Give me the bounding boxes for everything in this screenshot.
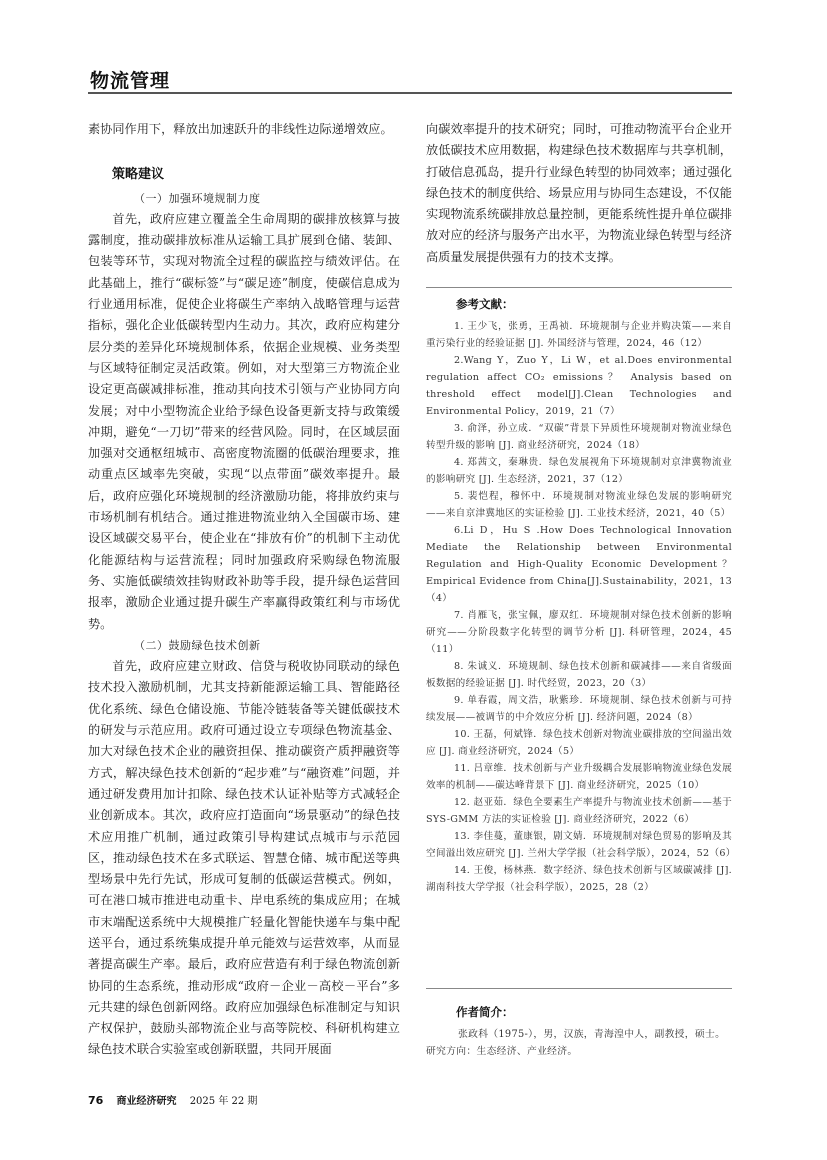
reference-item: 13. 李佳蔓，董康银，剧文婧．环境规制对绿色贸易的影响及其空间溢出效应研究 [J]. 兰州大学学报（社会科学版），2024，52（6） [426,831,736,859]
reference-item: 12. 赵亚茹．绿色全要素生产率提升与物流业技术创新——基于 SYS-GMM 方法的实证检验 [J]. 商业经济研究，2022（6） [426,797,732,825]
journal-name: 商业经济研究 [116,1096,177,1107]
right-column [426,119,732,268]
author-text: 张政科（1975-），男，汉族，青海湟中人，副教授，硕士。研究方向：生态经济、产业经济。 [426,1029,726,1057]
reference-item: 10. 王磊，何斌锋．绿色技术创新对物流业碳排放的空间溢出效应 [J]. 商业经济研究，2024（5） [426,729,732,757]
author-box [426,996,732,1060]
reference-item: 1. 王少飞，张勇，王禹祯．环境规制与企业并购决策——来自重污染行业的经验证据 [J]. 外国经济与管理，2024，46（12） [426,321,732,349]
reference-item: 4. 郑茜文，秦琳贵．绿色发展视角下环境规制对京津冀物流业的影响研究 [J]. 生态经济，2021，37（12） [426,457,732,485]
intro-paragraph: 素协同作用下，释放出加速跃升的非线性边际递增效应。 [88,122,393,136]
reference-item: 11. 吕章维．技术创新与产业升级耦合发展影响物流业绿色发展效率的机制——碳达峰背景下 [J]. 商业经济研究，2025（10） [426,763,732,791]
references-box [426,287,736,988]
journal-issue: 2025 年 22 期 [189,1096,258,1107]
reference-item: 7. 肖雁飞，张宝佩，廖双红．环境规制对绿色技术创新的影响研究——分阶段数字化转型的调节分析 [J]. 科研管理，2024，45（11） [426,610,732,655]
reference-item: 9. 单春霞，周文浩，耿紫珍．环境规制、绿色技术创新与可持续发展——被调节的中介效应分析 [J]. 经济问题，2024（8） [426,695,732,723]
body-paragraph: 首先，政府应建立覆盖全生命周期的碳排放核算与披露制度，推动碳排放标准从运输工具扩展到仓储、装卸、包装等环节，实现对物流全过程的碳监控与绩效评估。在此基础上，推行“碳标签”与“碳足迹”制度，使碳信息成为行业通用标准，促使企业将碳生产率纳入战略管理与运营指标，强化企业低碳转型内生动力。其次，政府应构建分层分类的差异化环境规制体系，依据企业规模、业务类型与区域特征制定灵活政策。例如，对大型第三方物流企业设定更高碳减排标准，推动其向技术引领与产业协同方向发展；对中小型物流企业给予绿色设备更新支持与政策缓冲期，避免“一刀切”带来的经营风险。同时，在区域层面加强对交通枢纽城市、高密度物流圈的低碳治理要求，推动重点区域率先突破，实现“以点带面”碳效率提升。最后，政府应强化环境规制的经济激励功能，将排放约束与市场机制有机结合。通过推进物流业纳入全国碳市场、建设区域碳交易平台，使企业在“排放有价”的机制下主动优化能源结构与运营流程；同时加强政府采购绿色物流服务、实施低碳绩效挂钩财政补助等手段，提升绿色运营回报率，激励企业通过提升碳生产率赢得政策红利与市场优势。 [88,211,400,631]
subheading-1: （一）加强环境规制力度 [134,191,261,205]
subheading-2: （二）鼓励绿色技术创新 [134,638,261,652]
reference-item: 5. 裴恺程，穆怀中．环境规制对物流业绿色发展的影响研究——来自京津冀地区的实证检验 [J]. 工业技术经济，2021，40（5） [426,491,732,519]
body-paragraph: 首先，政府应建立财政、信贷与税收协同联动的绿色技术投入激励机制，尤其支持新能源运输工具、智能路径优化系统、绿色仓储设施、节能冷链装备等关键低碳技术的研发与示范应用。政府可通过设立专项绿色物流基金、加大对绿色技术企业的融资担保、推动碳资产质押融资等方式，解决绿色技术创新的“起步难”与“融资难”问题，并通过研发费用加计扣除、绿色技术认证补贴等方式减轻企业创新成本。其次，政府应打造面向“场景驱动”的绿色技术应用推广机制，通过政策引导构建试点城市与示范园区，推动绿色技术在多式联运、智慧仓储、城市配送等典型场景中先行先试，形成可复制的低碳运营模式。例如，可在港口城市推进电动重卡、岸电系统的集成应用；在城市末端配送系统中大规模推广轻量化智能快递车与集中配送平台，通过系统集成提升单元能效与运营效率，从而显著提高碳生产率。最后，政府应营造有利于绿色物流创新协同的生态系统，推动形成“政府－企业－高校－平台”多元共建的绿色创新网络。政府应加强绿色标准制定与知识产权保护，鼓励头部物流企业与高等院校、科研机构建立绿色技术联合实验室或创新联盟，共同开展面 [88,659,400,1057]
author-title: 作者简介： [456,1005,514,1019]
section-heading: 策略建议 [112,167,165,183]
header-rule [88,92,732,94]
references-title: 参考文献： [456,297,514,311]
box-divider [426,988,732,989]
page-footer [88,1092,257,1107]
reference-item: 2.Wang Y，Zuo Y，Li W，et al.Does environmental regulation affect CO₂ emissions？ Analysis based on threshold effect model[J].Clean Technologies and Environmental Policy，2019，21（7） [426,355,732,417]
page-header-title: 物流管理 [90,70,171,92]
continuation-paragraph: 向碳效率提升的技术研究；同时，可推动物流平台企业开放低碳技术应用数据，构建绿色技术数据库与共享机制，打破信息孤岛，提升行业绿色转型的协同效率；通过强化绿色技术的制度供给、场景应用与协同生态建设，不仅能实现物流系统碳排放总量控制，更能系统性提升单位碳排放对应的经济与服务产出水平，为物流业绿色转型与经济高质量发展提供强有力的技术支撑。 [426,122,732,264]
page-number: 76 [88,1094,104,1107]
reference-item: 8. 朱诚义．环境规制、绿色技术创新和碳减排——来自省级面板数据的经验证据 [J]. 时代经贸，2023，20（3） [426,661,732,689]
reference-item: 14. 王俊，杨林燕．数字经济、绿色技术创新与区域碳减排 [J]. 湖南科技大学学报（社会科学版），2025，28（2） [426,865,732,893]
left-column [88,119,400,1061]
reference-item: 6.Li D，Hu S .How Does Technological Innovation Mediate the Relationship between Environmental Regulation and High-Quality Economic Development？ Empirical Evidence from China[J].Sustainability，2021，13（4） [426,525,732,604]
reference-item: 3. 俞泽，孙立成．“双碳”背景下异质性环境规制对物流业绿色转型升级的影响 [J]. 商业经济研究，2024（18） [426,423,732,451]
